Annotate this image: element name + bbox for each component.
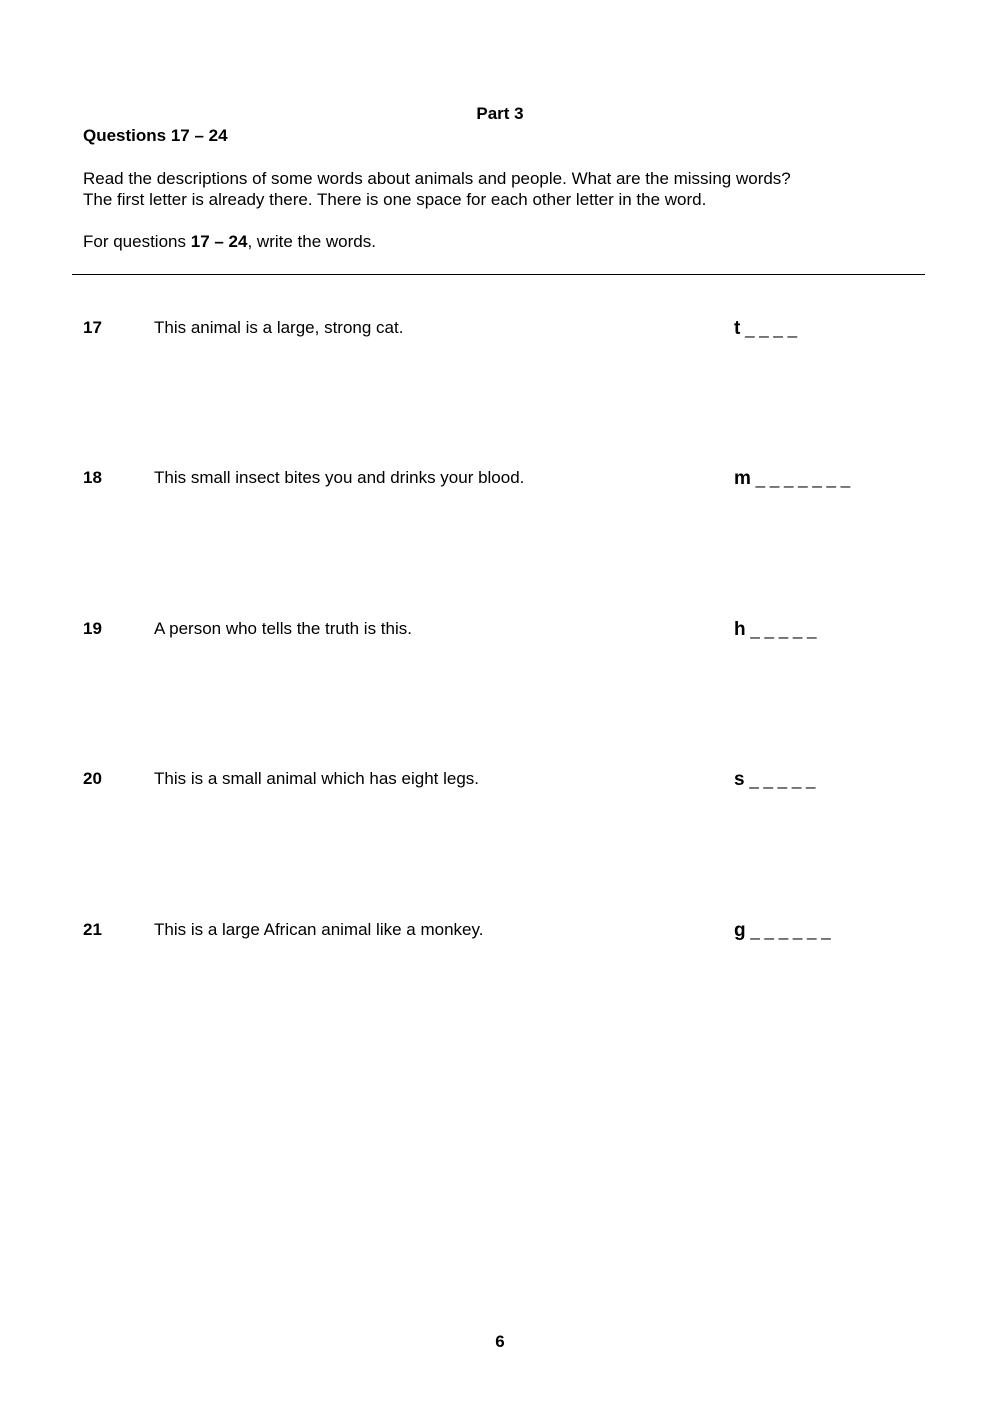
question-text-20: This is a small animal which has eight legs. — [154, 769, 480, 788]
question-text-18: This small insect bites you and drinks your blood. — [154, 468, 525, 487]
section-divider — [72, 274, 925, 275]
question-number-21: 21 — [83, 920, 102, 939]
question-number-20: 20 — [83, 769, 102, 788]
questions-heading: Questions 17 – 24 — [83, 126, 228, 145]
instruction-line-2: The first letter is already there. There is one space for each other letter in the word. — [83, 190, 707, 209]
part-title: Part 3 — [476, 104, 524, 123]
answer-first-letter: h — [734, 619, 746, 640]
question-text-17: This animal is a large, strong cat. — [154, 318, 404, 337]
answer-letter-spaces: _ _ _ _ _ _ — [750, 921, 831, 940]
answer-letter-spaces: _ _ _ _ _ — [749, 770, 816, 789]
page-number: 6 — [495, 1332, 505, 1351]
answer-first-letter: m — [734, 468, 751, 489]
answer-letter-spaces: _ _ _ _ _ _ _ — [755, 469, 851, 488]
answer-letter-spaces: _ _ _ _ — [745, 319, 798, 338]
answer-blank-19[interactable] — [734, 619, 817, 641]
answer-blank-18[interactable] — [734, 468, 850, 490]
instruction-line-3 — [83, 232, 376, 252]
question-text-21: This is a large African animal like a monkey. — [154, 920, 484, 939]
instruction-question-range: 17 – 24 — [190, 232, 248, 251]
answer-first-letter: g — [734, 920, 746, 941]
answer-blank-20[interactable] — [734, 769, 815, 791]
instruction-prefix: For questions — [83, 232, 191, 251]
answer-blank-17[interactable] — [734, 318, 797, 340]
answer-first-letter: s — [734, 769, 745, 790]
question-number-19: 19 — [83, 619, 102, 638]
answer-blank-21[interactable] — [734, 920, 831, 942]
instruction-suffix: , write the words. — [247, 232, 376, 251]
answer-letter-spaces: _ _ _ _ _ — [750, 620, 817, 639]
question-number-18: 18 — [83, 468, 102, 487]
question-text-19: A person who tells the truth is this. — [154, 619, 412, 638]
instruction-line-1: Read the descriptions of some words about animals and people. What are the missing words? — [83, 169, 791, 188]
answer-first-letter: t — [734, 318, 741, 339]
question-number-17: 17 — [83, 318, 102, 337]
